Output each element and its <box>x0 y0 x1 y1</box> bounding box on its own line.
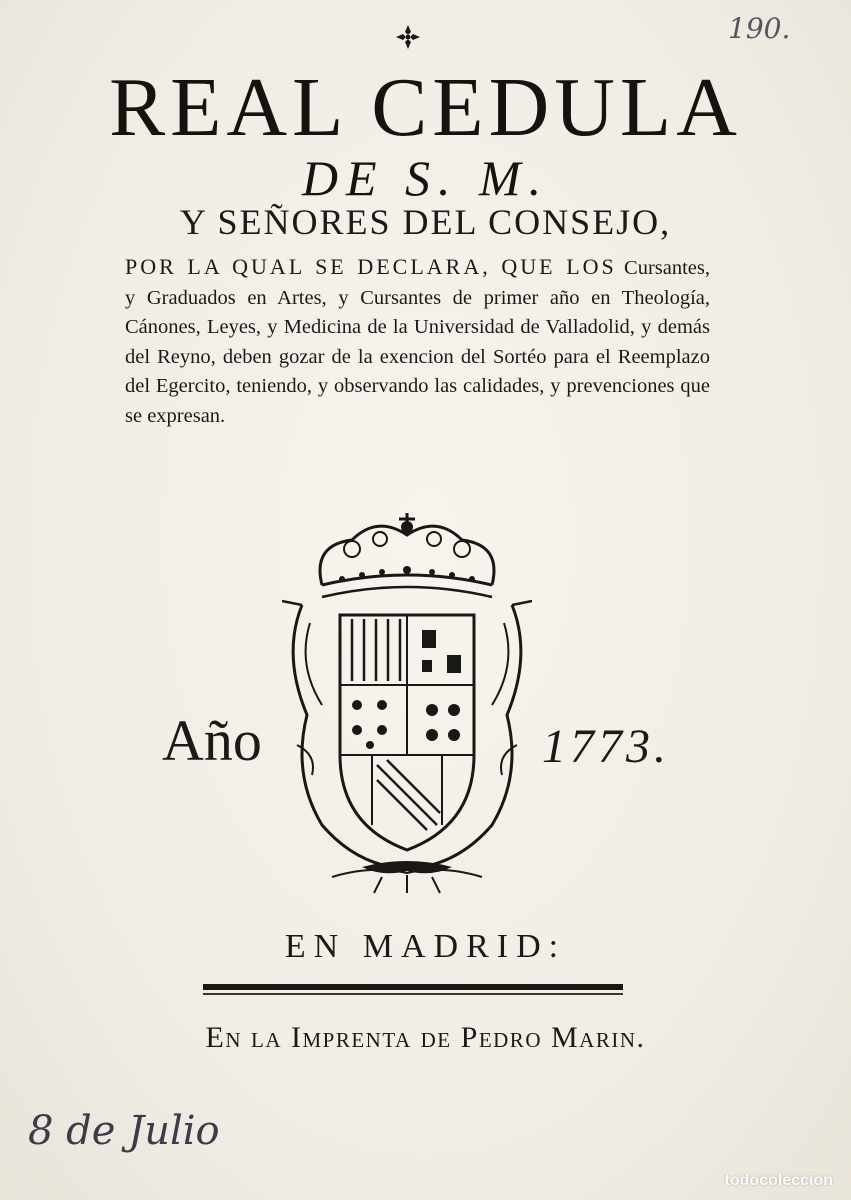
place-of-printing: EN MADRID: <box>284 928 567 965</box>
decree-text: Cursantes, y Graduados en Artes, y Cursantes de primer año en Theología, Cánones, Leyes, y Medicina de la Universidad de Valladolid, y demás del Reyno, deben gozar de la exencion del Sortéo para el Reemplazo del Egercito, teniendo, y observando las calidades, y prevenciones que se expresan. <box>125 257 711 427</box>
printer-imprint-text: En la Imprenta de Pedro Marin. <box>205 1021 646 1054</box>
printer-imprint <box>0 1016 851 1060</box>
title-main: REAL CEDULA <box>109 61 742 154</box>
watermark-logo: todocoleccion <box>724 1172 833 1189</box>
divider-rule-thin <box>203 993 623 995</box>
decree-summary <box>125 252 710 431</box>
manuscript-page-number: 190. <box>728 12 791 45</box>
year-value: 1773. <box>542 720 670 773</box>
cross-pattee-icon <box>395 24 421 50</box>
title-council: Y SEÑORES DEL CONSEJO, <box>179 202 672 242</box>
title-sub: DE S. M. <box>301 150 550 206</box>
decree-lead: POR LA QUAL SE DECLARA, QUE LOS <box>125 254 617 279</box>
year-label: Año <box>162 708 262 773</box>
royal-coat-of-arms-icon <box>282 505 532 895</box>
divider-rule <box>203 984 623 990</box>
handwritten-annotation: 8 de Julio <box>28 1108 220 1154</box>
